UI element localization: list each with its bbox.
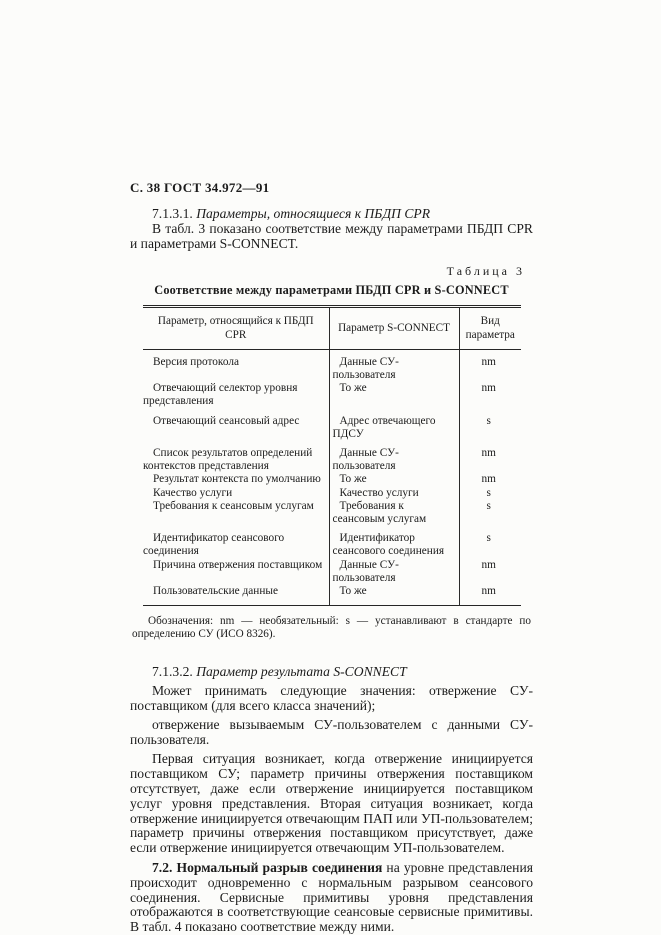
table-row <box>143 500 521 526</box>
table-header-row <box>143 307 521 349</box>
column-header-kind: Вид параметра <box>459 307 521 349</box>
table-row <box>143 526 521 558</box>
table-cell-sconnect-param: Требования к сеансовым услугам <box>329 500 459 526</box>
table-row <box>143 382 521 408</box>
column-header-cpr-param: Параметр, относящийся к ПБДП CPR <box>143 307 329 349</box>
section-title: Параметр результата S-CONNECT <box>196 664 407 680</box>
table-cell-kind: nm <box>481 585 496 598</box>
table-row <box>143 487 521 500</box>
table-cell-cpr-param: Идентификатор сеансового соединения <box>143 526 329 558</box>
table-cell-kind: s <box>486 532 491 545</box>
page-content <box>130 180 533 935</box>
table-footnote: Обозначения: nm — необязательный: s — устанавливают в стандарте по определению СУ (ИСО 8326). <box>132 615 531 640</box>
table-row <box>143 409 521 441</box>
table-cell-kind: s <box>486 414 491 427</box>
paragraph-72 <box>130 861 533 935</box>
table-cell-cpr-param: Список результатов определений контекстов представления <box>143 441 329 473</box>
table-cell-cpr-param: Отвечающий селектор уровня представления <box>143 382 329 408</box>
table-cell-kind: nm <box>481 382 496 395</box>
paragraph-values: Может принимать следующие значения: отвержение СУ-поставщиком (для всего класса значений); <box>130 683 533 714</box>
table-cell-sconnect-param: Адрес отвечающего ПДСУ <box>329 409 459 441</box>
table-row <box>143 585 521 606</box>
table-cell-kind: s <box>486 486 491 499</box>
table-cell-cpr-param: Результат контекста по умолчанию <box>143 473 329 486</box>
column-header-sconnect-param: Параметр S-CONNECT <box>329 307 459 349</box>
section-number: 7.1.3.1. <box>152 206 193 221</box>
table-cell-sconnect-param: Идентификатор сеансового соединения <box>329 526 459 558</box>
section-heading-7132 <box>130 665 533 680</box>
table-cell-sconnect-param: Данные СУ-пользователя <box>329 559 459 585</box>
table-cell-cpr-param: Качество услуги <box>143 487 329 500</box>
paragraph-intro: В табл. 3 показано соответствие между параметрами ПБДП CPR и параметрами S-CONNECT. <box>130 220 533 251</box>
table-cell-sconnect-param: Данные СУ-пользователя <box>329 349 459 382</box>
table-cell-cpr-param: Причина отвержения поставщиком <box>143 559 329 585</box>
correspondence-table <box>143 305 521 606</box>
paragraph-situations: Первая ситуация возникает, когда отвержение инициируется поставщиком СУ; параметр причины отвержения поставщиком отсутствует, даже если отвержение инициируется поставщиком услуг уровня представления. Вторая ситуация возникает, когда отвержение инициируется отвечающим ПАП или УП-пользователем; параметр причины отвержения поставщиком присутствует, даже если отвержение инициируется отвечающим УП-пользователем. <box>130 751 533 856</box>
section-heading-7131 <box>130 207 533 222</box>
table-row <box>143 559 521 585</box>
table-cell-kind: nm <box>481 447 496 460</box>
table-cell-sconnect-param: То же <box>329 382 459 408</box>
section-number: 7.1.3.2. <box>152 664 193 680</box>
table-cell-sconnect-param: То же <box>329 585 459 606</box>
table-body <box>143 349 521 605</box>
table-cell-sconnect-param: То же <box>329 473 459 486</box>
table-cell-kind: nm <box>481 355 496 368</box>
table-cell-cpr-param: Версия протокола <box>143 349 329 382</box>
section-72-rest: на уровне представления происходит одновременно с нормальным разрывом сеансового соединения. Сервисные примитивы уровня представления отображаются в соответствующие сеансовые сервисные примитивы. В табл. 4 показано соответствие между ними. <box>130 860 533 935</box>
table-cell-sconnect-param: Данные СУ-пользователя <box>329 441 459 473</box>
table-label: Таблица 3 <box>446 264 525 279</box>
paragraph-rejection: отвержение вызываемым СУ-пользователем с данными СУ-пользователя. <box>130 716 533 747</box>
table-caption: Соответствие между параметрами ПБДП CPR и S-CONNECT <box>154 283 509 298</box>
section-72-lead: 7.2. Нормальный разрыв соединения <box>152 860 383 875</box>
table-cell-cpr-param: Требования к сеансовым услугам <box>143 500 329 526</box>
table-cell-kind: s <box>486 499 491 512</box>
table-cell-cpr-param: Отвечающий сеансовый адрес <box>143 409 329 441</box>
table-row <box>143 473 521 486</box>
table-cell-cpr-param: Пользовательские данные <box>143 585 329 606</box>
table-cell-sconnect-param: Качество услуги <box>329 487 459 500</box>
table-row <box>143 349 521 382</box>
table-row <box>143 441 521 473</box>
table-cell-kind: nm <box>481 558 496 571</box>
running-head: С. 38 ГОСТ 34.972—91 <box>130 180 270 195</box>
table-cell-kind: nm <box>481 473 496 486</box>
section-title: Параметры, относящиеся к ПБДП CPR <box>196 206 431 221</box>
